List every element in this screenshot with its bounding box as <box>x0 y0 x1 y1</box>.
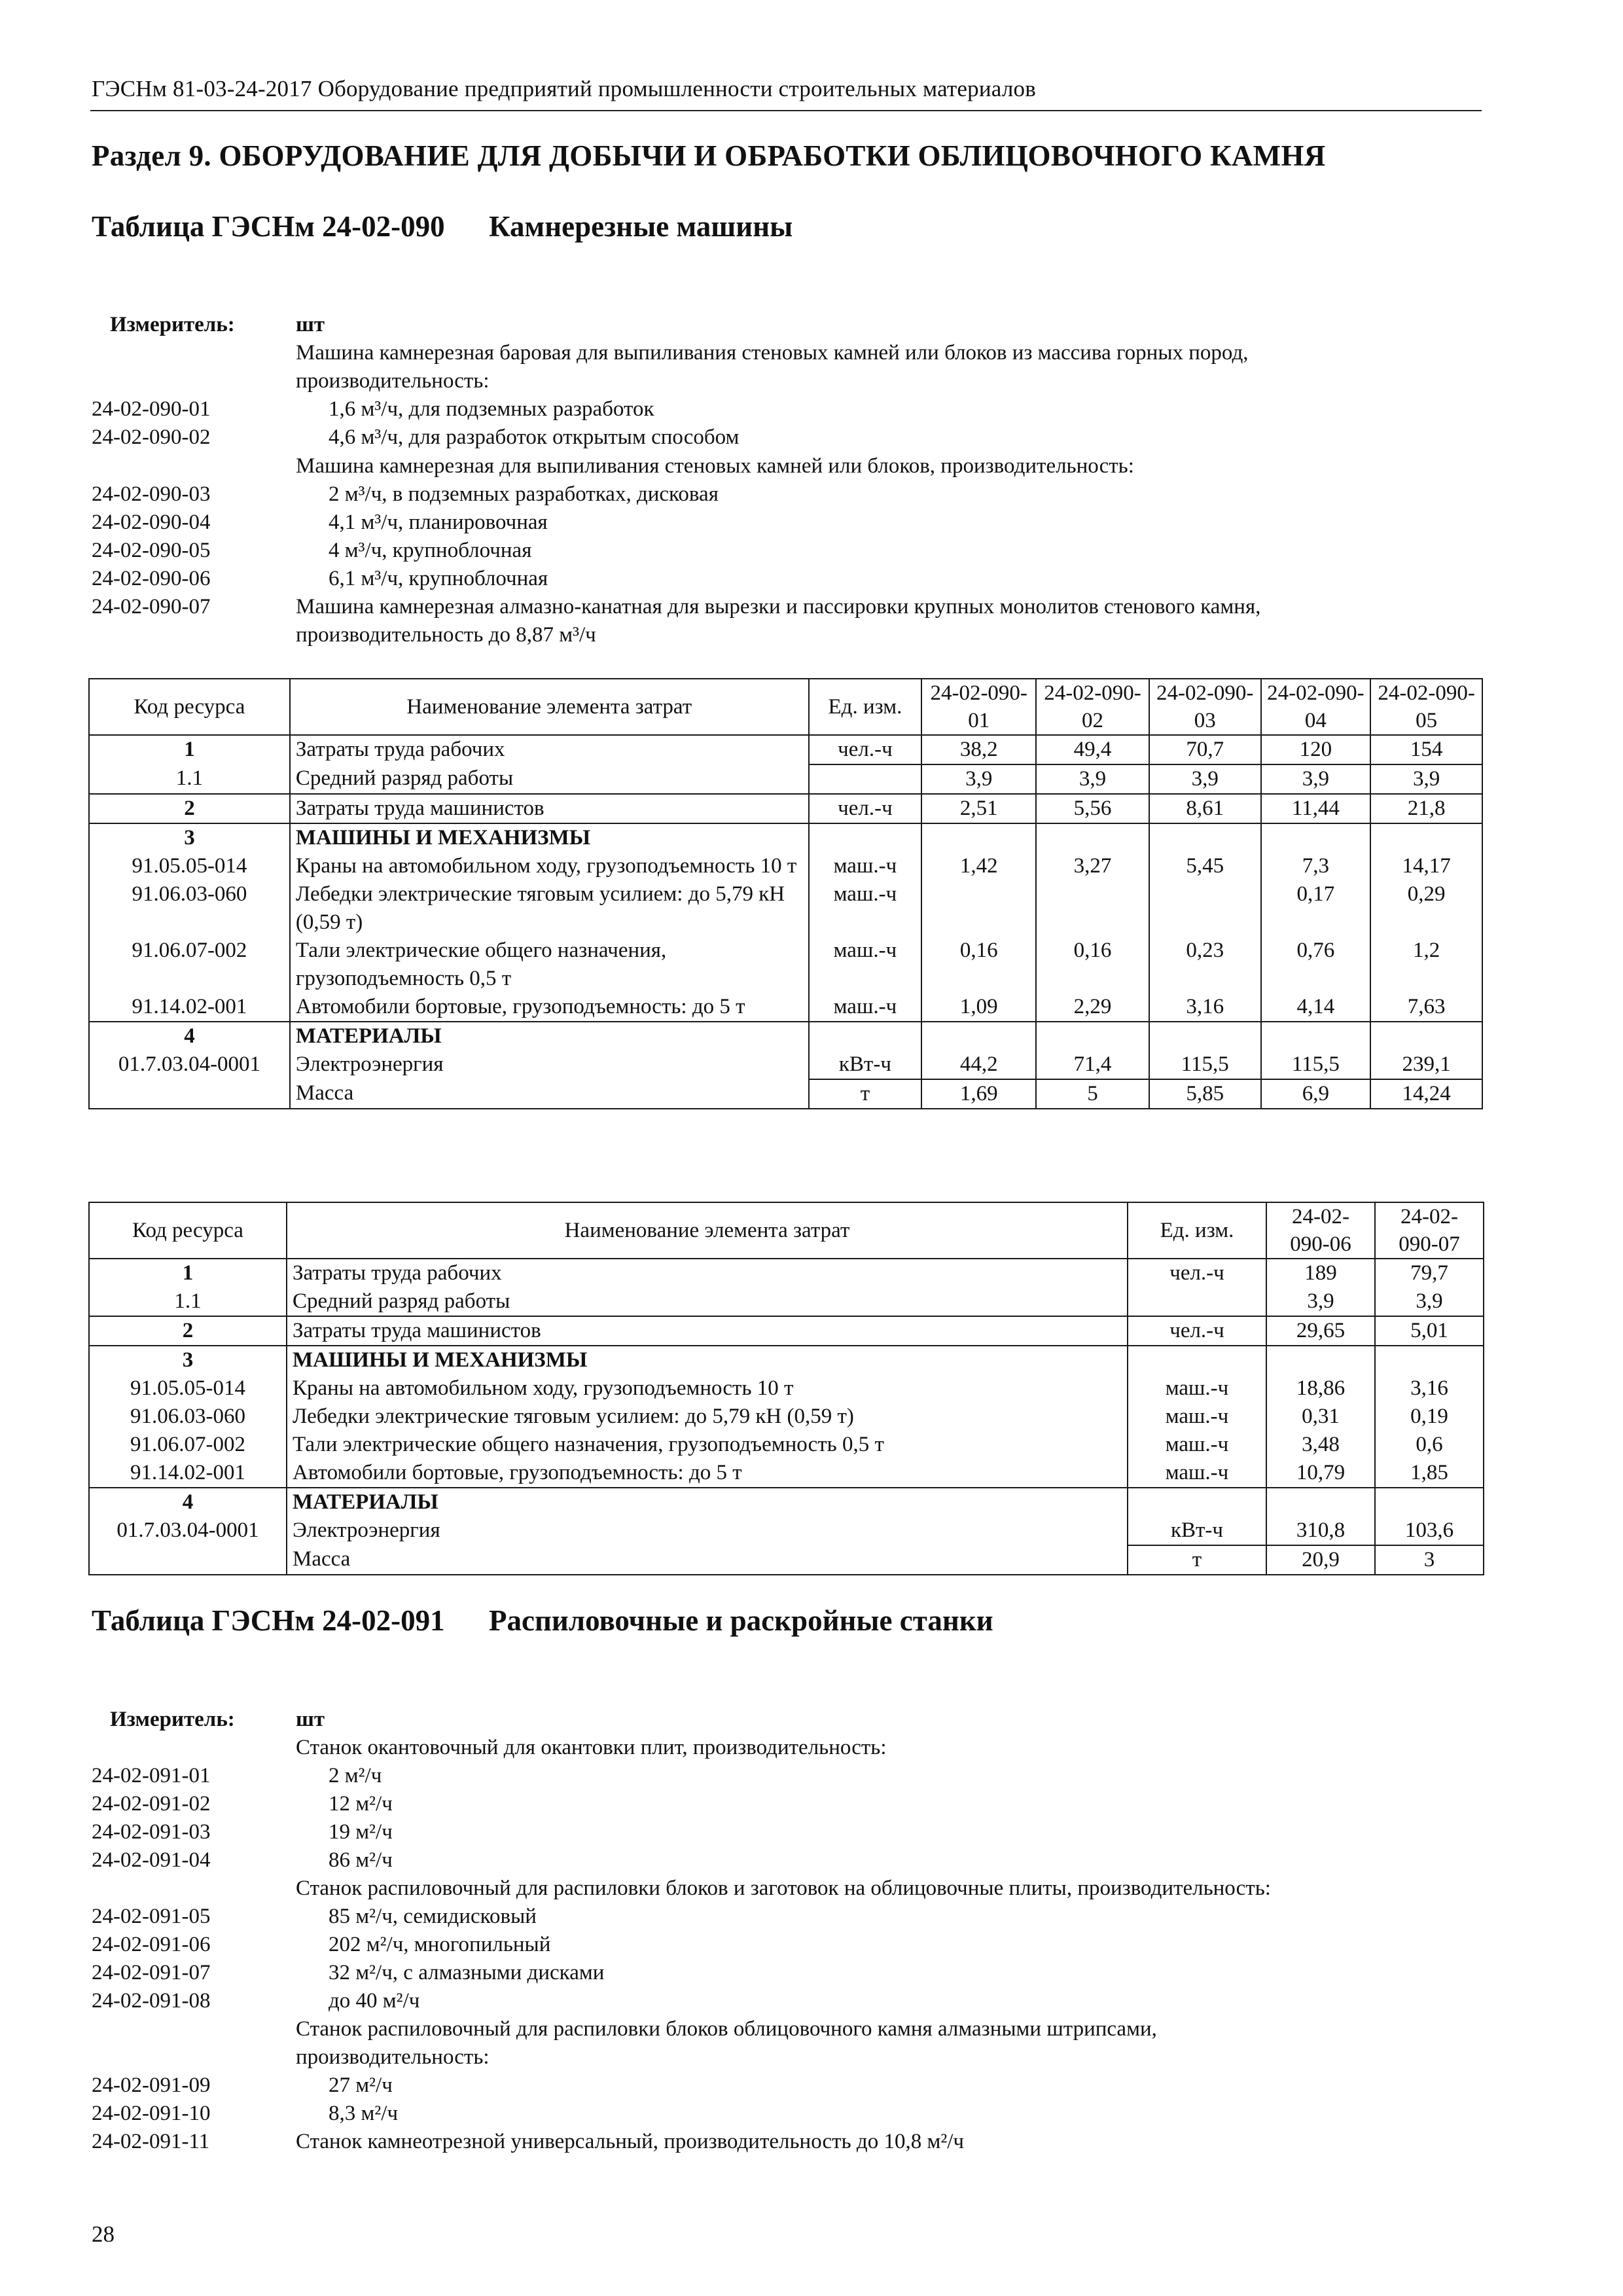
cell-name: Лебедки электрические тяговым усилием: до 5,79 кН (0,59 т) <box>287 1403 1128 1431</box>
table-row <box>89 993 1482 1022</box>
item-text: 4 м³/ч, крупноблочная <box>329 539 532 562</box>
item-text: 2 м²/ч <box>329 1764 382 1787</box>
table-091-title: Распиловочные и раскройные станки <box>489 1604 993 1637</box>
cell-code: 2 <box>89 1316 287 1346</box>
group-text-090-2: Машина камнерезная для выпиливания стеновых камней или блоков, производительность: <box>296 454 1134 478</box>
cell-code: 01.7.03.04-0001 <box>89 1050 290 1079</box>
unit-label-091: Измеритель: <box>110 1708 235 1731</box>
cell-name: МАТЕРИАЛЫ <box>287 1488 1128 1516</box>
item-text: 32 м²/ч, с алмазными дисками <box>329 1961 605 1984</box>
cell-value: 0,23 <box>1149 937 1261 993</box>
cell-code: 1 <box>89 735 290 764</box>
cell-unit: кВт-ч <box>809 1050 922 1079</box>
table-row <box>89 1431 1484 1459</box>
cell-unit: маш.-ч <box>809 993 922 1022</box>
cell-code <box>89 1079 290 1109</box>
cell-code: 4 <box>89 1022 290 1050</box>
table-row <box>89 823 1482 852</box>
item-text: Станок камнеотрезной универсальный, производительность до 10,8 м²/ч <box>296 2130 964 2153</box>
cell-name: Краны на автомобильном ходу, грузоподъемность 10 т <box>290 852 809 880</box>
cell-name: Затраты труда машинистов <box>287 1316 1128 1346</box>
cell-value: 120 <box>1261 735 1371 764</box>
cell-name: Тали электрические общего назначения, грузоподъемность 0,5 т <box>290 937 809 993</box>
cell-value: 14,24 <box>1370 1079 1482 1109</box>
cell-name: Электроэнергия <box>287 1516 1128 1545</box>
header-code: Код ресурса <box>89 679 290 735</box>
cell-name: МАШИНЫ И МЕХАНИЗМЫ <box>290 823 809 852</box>
item-text: 12 м²/ч <box>329 1792 393 1816</box>
running-header: ГЭСНм 81-03-24-2017 Оборудование предприятий промышленности строительных материалов <box>92 76 1036 101</box>
cell-value: 1,85 <box>1375 1459 1484 1488</box>
cell-unit: маш.-ч <box>809 852 922 880</box>
item-code: 24-02-090-02 <box>92 425 211 449</box>
item-text: 202 м²/ч, многопильный <box>329 1933 551 1956</box>
cell-value: 7,3 <box>1261 852 1371 880</box>
table-row <box>89 1545 1484 1575</box>
cell-value <box>1149 880 1261 937</box>
header-col: 24-02-090-03 <box>1149 679 1261 735</box>
cell-value: 8,61 <box>1149 794 1261 823</box>
resource-table-090-b <box>88 1202 1484 1575</box>
table-row <box>89 1287 1484 1316</box>
item-text: до 40 м²/ч <box>329 1989 420 2013</box>
item-code: 24-02-091-04 <box>92 1848 211 1872</box>
cell-name: Лебедки электрические тяговым усилием: до 5,79 кН (0,59 т) <box>290 880 809 937</box>
cell-name: Средний разряд работы <box>287 1287 1128 1316</box>
item-text: 86 м²/ч <box>329 1848 393 1872</box>
table-row <box>89 764 1482 794</box>
table-row <box>89 1488 1484 1516</box>
cell-unit: чел.-ч <box>809 735 922 764</box>
cell-value: 20,9 <box>1266 1545 1375 1575</box>
cell-name: Тали электрические общего назначения, грузоподъемность 0,5 т <box>287 1431 1128 1459</box>
unit-value-090: шт <box>296 313 325 336</box>
group-text-090-1: Машина камнерезная баровая для выпиливания стеновых камней или блоков из массива горных пород, <box>296 341 1249 365</box>
cell-value: 0,6 <box>1375 1431 1484 1459</box>
cell-code: 3 <box>89 1346 287 1374</box>
table-090-number: Таблица ГЭСНм 24-02-090 <box>92 210 445 243</box>
group-text-091-1: Станок окантовочный для окантовки плит, производительность: <box>296 1736 887 1759</box>
cell-value: 1,69 <box>921 1079 1036 1109</box>
cell-value: 3,16 <box>1149 993 1261 1022</box>
cell-value: 38,2 <box>921 735 1036 764</box>
cell-value: 1,2 <box>1370 937 1482 993</box>
table-row <box>89 1079 1482 1109</box>
cell-unit: чел.-ч <box>1128 1316 1266 1346</box>
item-code: 24-02-091-03 <box>92 1820 211 1844</box>
cell-unit: кВт-ч <box>1128 1516 1266 1545</box>
cell-code: 01.7.03.04-0001 <box>89 1516 287 1545</box>
table-row <box>89 880 1482 937</box>
cell-value: 3,9 <box>1261 764 1371 794</box>
cell-name: Автомобили бортовые, грузоподъемность: до 5 т <box>290 993 809 1022</box>
header-col: 24-02-090-02 <box>1036 679 1149 735</box>
resource-table-090-a <box>88 678 1483 1109</box>
cell-code: 91.06.03-060 <box>89 1403 287 1431</box>
item-code: 24-02-090-01 <box>92 397 211 421</box>
cell-value: 21,8 <box>1370 794 1482 823</box>
item-code: 24-02-091-10 <box>92 2102 211 2125</box>
item-text: 85 м²/ч, семидисковый <box>329 1905 537 1928</box>
cell-value <box>921 880 1036 937</box>
page-number: 28 <box>92 2221 115 2247</box>
cell-value: 1,42 <box>921 852 1036 880</box>
item-code: 24-02-090-07 <box>92 595 211 619</box>
item-code: 24-02-091-08 <box>92 1989 211 2013</box>
table-header-row <box>89 679 1482 735</box>
cell-unit <box>1128 1287 1266 1316</box>
cell-unit: т <box>1128 1545 1266 1575</box>
cell-unit: т <box>809 1079 922 1109</box>
cell-name: Затраты труда машинистов <box>290 794 809 823</box>
group-text-090-1b: производительность: <box>296 369 490 393</box>
header-col: 24-02-090-04 <box>1261 679 1371 735</box>
table-090-title: Камнерезные машины <box>489 210 793 243</box>
item-code: 24-02-090-06 <box>92 567 211 590</box>
table-091-number: Таблица ГЭСНм 24-02-091 <box>92 1604 445 1637</box>
cell-unit: маш.-ч <box>1128 1374 1266 1403</box>
cell-code: 2 <box>89 794 290 823</box>
cell-unit: маш.-ч <box>809 880 922 937</box>
cell-value: 3 <box>1375 1545 1484 1575</box>
table-row <box>89 1403 1484 1431</box>
cell-unit: чел.-ч <box>1128 1259 1266 1287</box>
header-col: 24-02-090-06 <box>1266 1202 1375 1259</box>
header-name: Наименование элемента затрат <box>287 1202 1128 1259</box>
item-text-cont: производительность до 8,87 м³/ч <box>296 623 596 647</box>
cell-code: 91.14.02-001 <box>89 993 290 1022</box>
cell-value: 3,9 <box>1266 1287 1375 1316</box>
item-code: 24-02-090-04 <box>92 511 211 534</box>
group-text-091-2: Станок распиловочный для распиловки блоков и заготовок на облицовочные плиты, производительность: <box>296 1876 1271 1900</box>
cell-value: 71,4 <box>1036 1050 1149 1079</box>
cell-name: МАТЕРИАЛЫ <box>290 1022 809 1050</box>
cell-code: 91.14.02-001 <box>89 1459 287 1488</box>
cell-name: Затраты труда рабочих <box>290 735 809 764</box>
cell-value: 5,45 <box>1149 852 1261 880</box>
cell-value: 0,76 <box>1261 937 1371 993</box>
cell-code: 91.05.05-014 <box>89 852 290 880</box>
item-code: 24-02-091-09 <box>92 2073 211 2097</box>
cell-value: 10,79 <box>1266 1459 1375 1488</box>
group-text-091-3b: производительность: <box>296 2045 490 2069</box>
cell-value: 0,19 <box>1375 1403 1484 1431</box>
cell-value: 2,29 <box>1036 993 1149 1022</box>
cell-value: 49,4 <box>1036 735 1149 764</box>
cell-value: 3,27 <box>1036 852 1149 880</box>
cell-value: 154 <box>1370 735 1482 764</box>
cell-code: 1 <box>89 1259 287 1287</box>
cell-value: 0,16 <box>921 937 1036 993</box>
table-row <box>89 1316 1484 1346</box>
cell-unit: чел.-ч <box>809 794 922 823</box>
cell-value: 5,01 <box>1375 1316 1484 1346</box>
cell-value: 44,2 <box>921 1050 1036 1079</box>
cell-name: Затраты труда рабочих <box>287 1259 1128 1287</box>
table-row <box>89 1374 1484 1403</box>
cell-code: 4 <box>89 1488 287 1516</box>
item-text: 27 м²/ч <box>329 2073 393 2097</box>
item-code: 24-02-090-03 <box>92 482 211 506</box>
cell-value: 2,51 <box>921 794 1036 823</box>
cell-value: 5,85 <box>1149 1079 1261 1109</box>
header-col: 24-02-090-01 <box>921 679 1036 735</box>
cell-value: 0,29 <box>1370 880 1482 937</box>
cell-value: 3,9 <box>921 764 1036 794</box>
table-row <box>89 1516 1484 1545</box>
cell-value: 3,48 <box>1266 1431 1375 1459</box>
item-text: Машина камнерезная алмазно-канатная для вырезки и пассировки крупных монолитов стенового камня, <box>296 595 1261 619</box>
cell-value: 115,5 <box>1261 1050 1371 1079</box>
table-row <box>89 735 1482 764</box>
cell-value: 3,9 <box>1036 764 1149 794</box>
item-code: 24-02-091-06 <box>92 1933 211 1956</box>
cell-value: 239,1 <box>1370 1050 1482 1079</box>
cell-value: 5 <box>1036 1079 1149 1109</box>
cell-name: Электроэнергия <box>290 1050 809 1079</box>
cell-name: Краны на автомобильном ходу, грузоподъемность 10 т <box>287 1374 1128 1403</box>
item-text: 6,1 м³/ч, крупноблочная <box>329 567 548 590</box>
cell-code: 1.1 <box>89 764 290 794</box>
table-row <box>89 1346 1484 1374</box>
table-row <box>89 937 1482 993</box>
section-title: Раздел 9. ОБОРУДОВАНИЕ ДЛЯ ДОБЫЧИ И ОБРАБОТКИ ОБЛИЦОВОЧНОГО КАМНЯ <box>92 139 1326 172</box>
item-text: 8,3 м²/ч <box>329 2102 399 2125</box>
cell-value: 3,9 <box>1149 764 1261 794</box>
cell-name: Масса <box>290 1079 809 1109</box>
cell-value: 0,31 <box>1266 1403 1375 1431</box>
header-unit: Ед. изм. <box>809 679 922 735</box>
cell-unit <box>809 764 922 794</box>
table-row <box>89 1050 1482 1079</box>
header-name: Наименование элемента затрат <box>290 679 809 735</box>
cell-value: 5,56 <box>1036 794 1149 823</box>
item-code: 24-02-091-07 <box>92 1961 211 1984</box>
item-text: 4,1 м³/ч, планировочная <box>329 511 548 534</box>
cell-value: 70,7 <box>1149 735 1261 764</box>
item-code: 24-02-091-11 <box>92 2130 210 2153</box>
cell-value: 14,17 <box>1370 852 1482 880</box>
cell-code: 3 <box>89 823 290 852</box>
cell-code: 91.05.05-014 <box>89 1374 287 1403</box>
cell-value: 0,16 <box>1036 937 1149 993</box>
cell-value: 189 <box>1266 1259 1375 1287</box>
header-unit: Ед. изм. <box>1128 1202 1266 1259</box>
cell-value: 79,7 <box>1375 1259 1484 1287</box>
item-code: 24-02-091-02 <box>92 1792 211 1816</box>
table-row <box>89 1459 1484 1488</box>
cell-code: 91.06.07-002 <box>89 1431 287 1459</box>
unit-label-090: Измеритель: <box>110 313 235 336</box>
cell-unit: маш.-ч <box>1128 1403 1266 1431</box>
cell-value: 3,16 <box>1375 1374 1484 1403</box>
item-text: 4,6 м³/ч, для разработок открытым способом <box>329 425 740 449</box>
cell-value: 103,6 <box>1375 1516 1484 1545</box>
group-text-091-3: Станок распиловочный для распиловки блоков облицовочного камня алмазными штрипсами, <box>296 2017 1157 2041</box>
cell-code: 91.06.07-002 <box>89 937 290 993</box>
cell-code <box>89 1545 287 1575</box>
cell-value: 0,17 <box>1261 880 1371 937</box>
cell-value: 11,44 <box>1261 794 1371 823</box>
item-text: 2 м³/ч, в подземных разработках, дисковая <box>329 482 719 506</box>
cell-code: 91.06.03-060 <box>89 880 290 937</box>
item-code: 24-02-090-05 <box>92 539 211 562</box>
table-row <box>89 852 1482 880</box>
table-row <box>89 1259 1484 1287</box>
cell-value: 115,5 <box>1149 1050 1261 1079</box>
cell-value: 6,9 <box>1261 1079 1371 1109</box>
cell-value: 3,9 <box>1370 764 1482 794</box>
cell-value: 310,8 <box>1266 1516 1375 1545</box>
cell-value: 29,65 <box>1266 1316 1375 1346</box>
cell-name: Масса <box>287 1545 1128 1575</box>
header-col: 24-02-090-07 <box>1375 1202 1484 1259</box>
cell-name: МАШИНЫ И МЕХАНИЗМЫ <box>287 1346 1128 1374</box>
cell-value: 1,09 <box>921 993 1036 1022</box>
table-row <box>89 1022 1482 1050</box>
cell-unit: маш.-ч <box>1128 1431 1266 1459</box>
cell-value: 4,14 <box>1261 993 1371 1022</box>
cell-value: 18,86 <box>1266 1374 1375 1403</box>
header-col: 24-02-090-05 <box>1370 679 1482 735</box>
item-text: 19 м²/ч <box>329 1820 393 1844</box>
item-code: 24-02-091-05 <box>92 1905 211 1928</box>
cell-unit: маш.-ч <box>809 937 922 993</box>
cell-value: 3,9 <box>1375 1287 1484 1316</box>
header-code: Код ресурса <box>89 1202 287 1259</box>
cell-name: Средний разряд работы <box>290 764 809 794</box>
cell-code: 1.1 <box>89 1287 287 1316</box>
cell-name: Автомобили бортовые, грузоподъемность: до 5 т <box>287 1459 1128 1488</box>
table-row <box>89 794 1482 823</box>
item-text: 1,6 м³/ч, для подземных разработок <box>329 397 654 421</box>
cell-value <box>1036 880 1149 937</box>
item-code: 24-02-091-01 <box>92 1764 211 1787</box>
cell-unit: маш.-ч <box>1128 1459 1266 1488</box>
header-divider <box>90 110 1482 111</box>
table-header-row <box>89 1202 1484 1259</box>
unit-value-091: шт <box>296 1708 325 1731</box>
cell-value: 7,63 <box>1370 993 1482 1022</box>
